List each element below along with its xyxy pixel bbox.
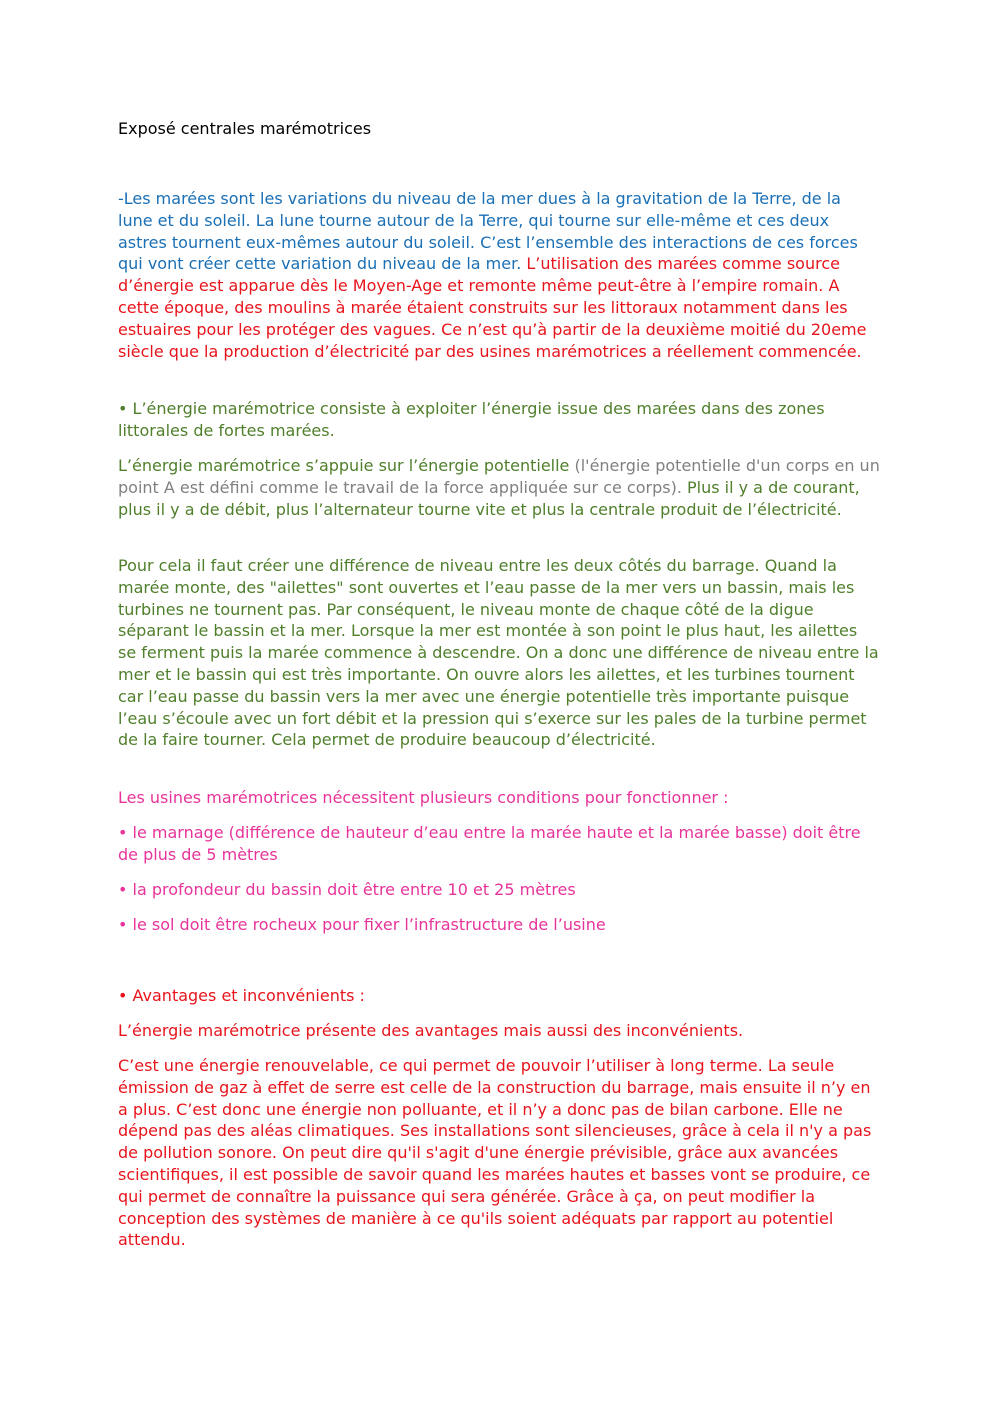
- paragraph-barrage-operation: Pour cela il faut créer une différence de niveau entre les deux côtés du barrage. Quand la marée monte, des "ailettes" sont ouvertes et l’eau passe de la mer vers un bassin, mais les turbines ne tournent pas. Par conséquent, le niveau monte de chaque côté de la digue séparant le bassin et la mer. Lorsque la mer est montée à son point le plus haut, les ailettes se ferment puis la marée commence à descendre. On a donc une différence de niveau entre la mer et le bassin qui est très importante. On ouvre alors les ailettes, et les turbines tournent car l’eau passe du bassin vers la mer avec une énergie potentielle très importante puisque l’eau s’écoule avec un fort débit et la pression qui s’exerce sur les pales de la turbine permet de la faire tourner. Cela permet de produire beaucoup d’électricité.: [118, 556, 879, 750]
- paragraph-tidal-energy-definition: • L’énergie marémotrice consiste à exploiter l’énergie issue des marées dans des zones littorales de fortes marées.: [118, 399, 825, 440]
- condition-item-rocky-soil: • le sol doit être rocheux pour fixer l’infrastructure de l’usine: [118, 915, 606, 934]
- condition-item-tidal-range: • le marnage (différence de hauteur d’eau entre la marée haute et la marée basse) doit être de plus de 5 mètres: [118, 823, 861, 864]
- paragraph-conditions-intro: Les usines marémotrices nécessitent plusieurs conditions pour fonctionner :: [118, 788, 729, 807]
- tides-definition-text: -Les marées sont les variations du niveau de la mer dues à la gravitation de la Terre, de la lune et du soleil. La lune tourne autour de la Terre, qui tourne sur elle-même et ces deux astres tournent eux-mêmes autour du soleil. C’est l’ensemble des interactions de ces forces qui vont créer cette variation du niveau de la mer.: [118, 189, 858, 274]
- tides-history-text: L’utilisation des marées comme source d’énergie est apparue dès le Moyen-Age et remonte même peut-être à l’empire romain. A cette époque, des moulins à marée étaient construits sur les littoraux notamment dans les estuaires pour les protéger des vagues. Ce n’est qu’à partir de la deuxième moitié du 20eme siècle que la production d’électricité par des usines marémotrices a réellement commencée.: [118, 254, 867, 361]
- paragraph-advantages: C’est une énergie renouvelable, ce qui permet de pouvoir l’utiliser à long terme. La seule émission de gaz à effet de serre est celle de la construction du barrage, mais ensuite il n’y en a plus. C’est donc une énergie non polluante, et il n’y a donc pas de bilan carbone. Elle ne dépend pas des aléas climatiques. Ses installations sont silencieuses, grâce à cela il n'y a pas de pollution sonore. On peut dire qu'il s'agit d'une énergie prévisible, grâce aux avancées scientifiques, il est possible de savoir quand les marées hautes et basses vont se produire, ce qui permet de connaître la puissance qui sera générée. Grâce à ça, on peut modifier la conception des systèmes de manière à ce qu'ils soient adéquats par rapport au potentiel attendu.: [118, 1056, 872, 1250]
- document-title: Exposé centrales marémotrices: [118, 119, 372, 138]
- paragraph-potential-energy: [118, 455, 880, 520]
- current-output-text: Plus il y a de courant, plus il y a de débit, plus l’alternateur tourne vite et plus la centrale produit de l’électricité.: [118, 477, 860, 519]
- paragraph-pros-cons-intro: L’énergie marémotrice présente des avantages mais aussi des inconvénients.: [118, 1021, 744, 1040]
- section-heading-pros-cons: • Avantages et inconvénients :: [118, 986, 365, 1005]
- paragraph-tides: [118, 188, 880, 362]
- condition-item-basin-depth: • la profondeur du bassin doit être entre 10 et 25 mètres: [118, 880, 576, 899]
- potential-energy-text: L’énergie marémotrice s’appuie sur l’énergie potentielle: [118, 456, 575, 475]
- potential-energy-note: (l'énergie potentielle d'un corps en un point A est défini comme le travail de la force appliquée sur ce corps).: [118, 456, 880, 497]
